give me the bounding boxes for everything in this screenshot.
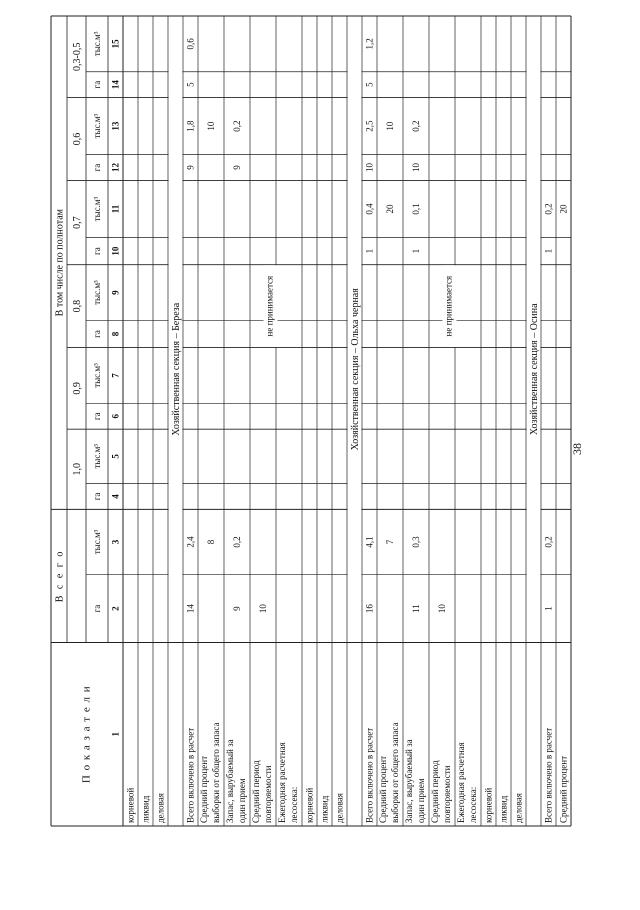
density-group-2: 0,9 xyxy=(71,382,83,395)
unit-volume: тыс.м³ xyxy=(92,444,103,469)
unit-volume: тыс.м³ xyxy=(92,280,103,305)
cell-value: 20 xyxy=(385,204,396,214)
column-number-2: 2 xyxy=(110,606,121,611)
column-number-5: 5 xyxy=(110,454,121,459)
row-label: деловая xyxy=(334,793,345,823)
row-label: Ежегодная расчетная xyxy=(456,742,467,823)
cell-value: 0,2 xyxy=(543,203,554,215)
row-label: Всего включено в расчет xyxy=(364,727,375,823)
column-number-14: 14 xyxy=(110,80,121,90)
row-label: Запас, вырубаемый за xyxy=(225,739,236,823)
cell-value: 5 xyxy=(185,82,196,87)
unit-ha: га xyxy=(92,163,103,172)
cell-value: 0,2 xyxy=(232,536,243,548)
row-label: ликвид xyxy=(319,795,330,823)
row-label: корневой xyxy=(304,787,315,823)
column-number-1: 1 xyxy=(110,732,121,737)
column-number-3: 3 xyxy=(110,539,121,545)
cell-value: 0,3 xyxy=(411,536,422,548)
cell-value: 11 xyxy=(411,604,422,613)
not-accepted-note: не принимается xyxy=(443,275,454,337)
section-title: Хозяйственная секция – Осина xyxy=(528,303,540,436)
row-label: Ежегодная расчетная xyxy=(277,742,288,823)
cell-value: 9 xyxy=(232,606,243,611)
row-label: Средний период xyxy=(430,760,441,823)
column-number-9: 9 xyxy=(110,290,121,295)
row-label: один прием xyxy=(237,778,248,823)
column-number-7: 7 xyxy=(110,373,121,378)
density-group-1: 1,0 xyxy=(71,462,83,476)
row-label: выборки от общего запаса xyxy=(390,722,401,823)
density-group-6: 0,3-0,5 xyxy=(71,42,83,71)
row-label: Всего включено в расчет xyxy=(543,727,554,823)
cell-value: 10 xyxy=(258,604,269,614)
row-label: корневой xyxy=(125,787,136,823)
cell-value: 10 xyxy=(206,121,217,131)
cell-value: 1 xyxy=(411,248,422,254)
unit-ha: га xyxy=(92,604,103,613)
cell-value: 7 xyxy=(385,539,396,545)
not-accepted-note: не принимается xyxy=(264,275,275,337)
cell-value: 0,2 xyxy=(232,120,243,132)
cell-value: 10 xyxy=(437,604,448,614)
column-number-12: 12 xyxy=(110,163,121,173)
cell-value: 0,1 xyxy=(411,203,422,215)
row-label: один прием xyxy=(416,778,427,823)
row-label: повторяемости xyxy=(442,765,453,823)
total-header: В с е г о xyxy=(54,549,66,603)
table-header xyxy=(54,31,120,783)
column-number-4: 4 xyxy=(110,494,121,499)
density-group-5: 0,6 xyxy=(71,132,83,146)
cell-value: 2,5 xyxy=(364,120,375,132)
cell-value: 0,2 xyxy=(543,536,554,548)
cell-value: 10 xyxy=(364,163,375,173)
row-label: Средний процент xyxy=(378,755,389,823)
row-label: Всего включено в расчет xyxy=(185,727,196,823)
column-number-6: 6 xyxy=(110,413,121,419)
indicators-header: П о к а з а т е л и xyxy=(80,685,93,784)
column-number-13: 13 xyxy=(110,121,121,131)
page-number: 38 xyxy=(569,443,584,455)
unit-ha: га xyxy=(92,80,103,89)
unit-ha: га xyxy=(92,492,103,501)
cell-value: 8 xyxy=(206,539,217,545)
cell-value: 9 xyxy=(232,165,243,170)
row-label: лесосека: xyxy=(289,786,300,823)
unit-ha: га xyxy=(92,330,103,338)
cell-value: 1 xyxy=(543,248,554,254)
unit-volume: тыс.м³ xyxy=(92,529,103,555)
cell-value: 9 xyxy=(185,165,196,170)
density-group-3: 0,8 xyxy=(71,299,83,313)
unit-volume: тыс.м³ xyxy=(92,363,103,388)
cell-value: 10 xyxy=(411,163,422,173)
column-number-8: 8 xyxy=(110,331,121,337)
unit-volume: тыс.м³ xyxy=(92,113,103,139)
cell-value: 2,4 xyxy=(185,536,196,548)
row-label: деловая xyxy=(155,793,166,823)
cell-value: 0,6 xyxy=(185,38,196,50)
row-label: ликвид xyxy=(140,795,151,823)
cell-value: 10 xyxy=(385,121,396,131)
row-label: деловая xyxy=(513,793,524,823)
column-number-10: 10 xyxy=(110,246,121,256)
row-label: выборки от общего запаса xyxy=(211,722,222,823)
cell-value: 0,4 xyxy=(364,203,375,215)
column-number-15: 15 xyxy=(110,39,121,49)
cell-value: 20 xyxy=(558,204,569,214)
row-label: корневой xyxy=(483,787,494,823)
row-label: повторяемости xyxy=(263,765,274,823)
cell-value: 1 xyxy=(543,606,554,611)
section-title: Хозяйственная секция – Береза xyxy=(170,302,182,436)
section-title: Хозяйственная секция – Ольха черная xyxy=(349,288,361,451)
by-density-header: В том числе по полнотам xyxy=(54,208,66,317)
cell-value: 16 xyxy=(364,604,375,614)
unit-volume: тыс.м³ xyxy=(92,196,103,222)
row-label: Запас, вырубаемый за xyxy=(404,739,415,823)
cell-value: 0,2 xyxy=(411,120,422,132)
cell-value: 1 xyxy=(364,248,375,254)
cell-value: 14 xyxy=(185,604,196,614)
row-label: Средний процент xyxy=(558,755,569,823)
cell-value: 1,8 xyxy=(185,120,196,132)
unit-volume: тыс.м³ xyxy=(92,31,103,57)
row-label: Средний процент xyxy=(199,755,210,823)
row-label: Средний период xyxy=(251,760,262,823)
table-rotated-group xyxy=(51,16,571,826)
density-group-4: 0,7 xyxy=(71,216,83,229)
column-number-11: 11 xyxy=(110,204,121,214)
unit-ha: га xyxy=(92,412,103,421)
cell-value: 4,1 xyxy=(364,536,375,548)
row-label: ликвид xyxy=(498,795,509,823)
unit-ha: га xyxy=(92,247,103,255)
table-grid xyxy=(51,16,571,826)
cell-value: 5 xyxy=(364,82,375,87)
cell-value: 1,2 xyxy=(364,38,375,50)
row-label: лесосека: xyxy=(468,786,479,823)
